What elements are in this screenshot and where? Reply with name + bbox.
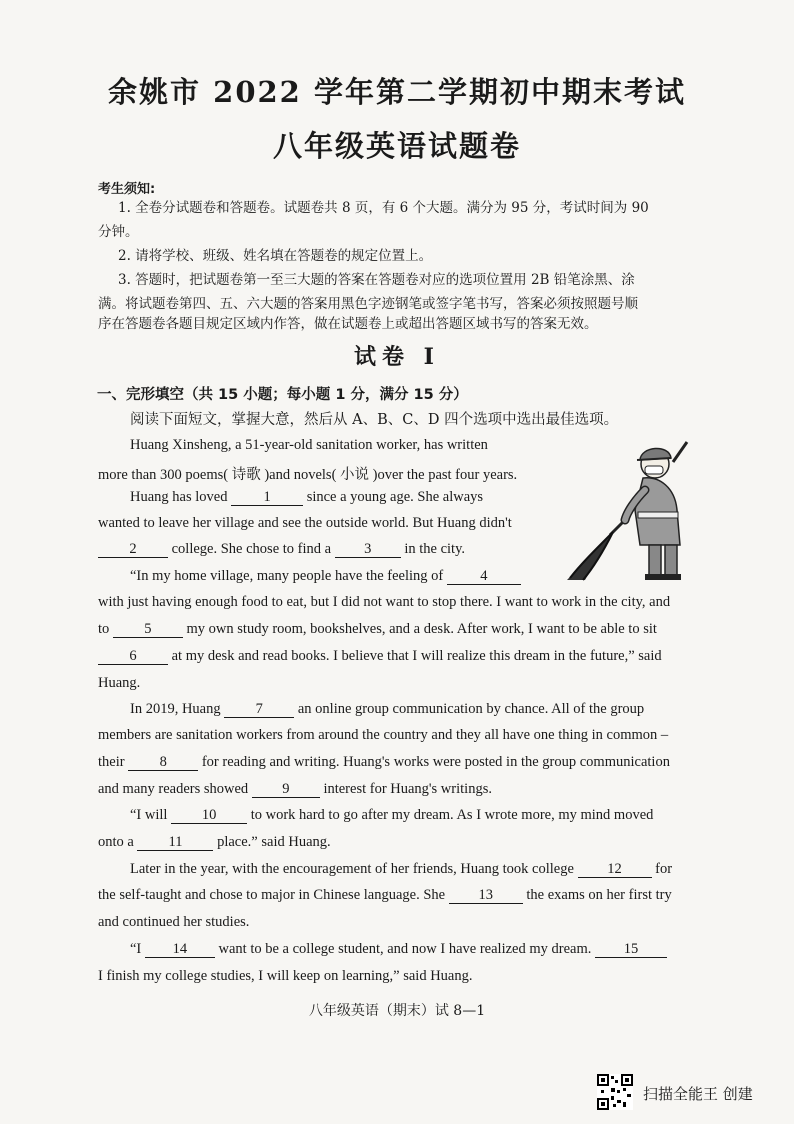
- passage-line: and many readers showed 9 interest for Huang's writings.: [98, 781, 492, 797]
- note-1: 1. 全卷分试题卷和答题卷。试题卷共 8 页，有 6 个大题。满分为 95 分，考试时间为 90: [118, 200, 649, 216]
- blank-13[interactable]: 13: [449, 887, 523, 904]
- qr-code-icon: [597, 1074, 633, 1110]
- blank-11[interactable]: 11: [137, 834, 213, 851]
- passage-line: more than 300 poems( 诗歌 )and novels( 小说 )over the past four years.: [98, 467, 518, 483]
- passage-line: I finish my college studies, I will keep on learning,” said Huang.: [98, 968, 473, 984]
- passage-line: their 8 for reading and writing. Huang's works were posted in the group communication: [98, 754, 670, 770]
- passage-line: and continued her studies.: [98, 914, 250, 930]
- note-3: 3. 答题时，把试题卷第一至三大题的答案在答题卷对应的选项位置用 2B 铅笔涂黑、涂: [118, 272, 635, 288]
- blank-1[interactable]: 1: [231, 489, 303, 506]
- passage-line: 2 college. She chose to find a 3 in the city.: [98, 541, 465, 558]
- blank-6[interactable]: 6: [98, 648, 168, 665]
- section-heading: 一、完形填空（共 15 小题；每小题 1 分，满分 15 分）: [97, 387, 468, 403]
- passage-line: “I 14 want to be a college student, and now I have realized my dream. 15: [130, 941, 667, 958]
- passage-line: “In my home village, many people have the feeling of 4: [130, 568, 521, 585]
- passage-line: onto a 11 place.” said Huang.: [98, 834, 331, 850]
- exam-subtitle: 八年级英语试题卷: [272, 129, 521, 163]
- passage-line: In 2019, Huang 7 an online group communication by chance. All of the group: [130, 701, 645, 717]
- part-title: 试卷 I: [354, 344, 440, 370]
- blank-15[interactable]: 15: [595, 941, 667, 958]
- blank-5[interactable]: 5: [113, 621, 183, 638]
- exam-title: 余姚市 2022 学年第二学期初中期末考试: [108, 75, 686, 109]
- passage-line: 6 at my desk and read books. I believe that I will realize this dream in the future,” said: [98, 648, 662, 665]
- scanner-watermark: 扫描全能王 创建: [643, 1085, 753, 1103]
- blank-9[interactable]: 9: [252, 781, 320, 798]
- blank-14[interactable]: 14: [145, 941, 215, 958]
- blank-3[interactable]: 3: [335, 541, 401, 558]
- note-3-cont-1: 满。将试题卷第四、五、六大题的答案用黑色字迹钢笔或签字笔书写，答案必须按照题号顺: [98, 296, 638, 312]
- passage-line: to 5 my own study room, bookshelves, and a desk. After work, I want to be able to sit: [98, 621, 657, 637]
- passage-line: members are sanitation workers from around the country and they all have one thing in common –: [98, 727, 669, 743]
- section-instruction: 阅读下面短文，掌握大意，然后从 A、B、C、D 四个选项中选出最佳选项。: [130, 412, 619, 428]
- blank-8[interactable]: 8: [128, 754, 198, 771]
- passage-line: Huang.: [98, 675, 141, 691]
- note-2: 2. 请将学校、班级、姓名填在答题卷的规定位置上。: [118, 248, 433, 264]
- blank-4[interactable]: 4: [447, 568, 521, 585]
- blank-2[interactable]: 2: [98, 541, 168, 558]
- passage-line: Later in the year, with the encouragement of her friends, Huang took college 12 for: [130, 861, 673, 877]
- passage-line: wanted to leave her village and see the outside world. But Huang didn't: [98, 515, 512, 531]
- page-footer: 八年级英语（期末）试 8—1: [308, 1003, 486, 1019]
- passage-line: the self-taught and chose to major in Chinese language. She 13 the exams on her first try: [98, 887, 672, 903]
- passage-line: with just having enough food to eat, but I did not want to stop there. I want to work in the city, and: [98, 594, 671, 610]
- passage-line: Huang Xinsheng, a 51-year-old sanitation worker, has written: [130, 437, 488, 453]
- notes-heading: 考生须知:: [98, 182, 156, 197]
- passage-line: “I will 10 to work hard to go after my dream. As I wrote more, my mind moved: [130, 807, 654, 823]
- blank-7[interactable]: 7: [224, 701, 294, 718]
- note-1-cont: 分钟。: [98, 224, 139, 240]
- blank-10[interactable]: 10: [171, 807, 247, 824]
- note-3-cont-2: 序在答题卷各题目规定区域内作答，做在试题卷上或超出答题区域书写的答案无效。: [98, 316, 598, 332]
- blank-12[interactable]: 12: [578, 861, 652, 878]
- sanitation-worker-illustration: [565, 440, 715, 585]
- passage-line: Huang has loved 1 since a young age. She always: [130, 489, 484, 505]
